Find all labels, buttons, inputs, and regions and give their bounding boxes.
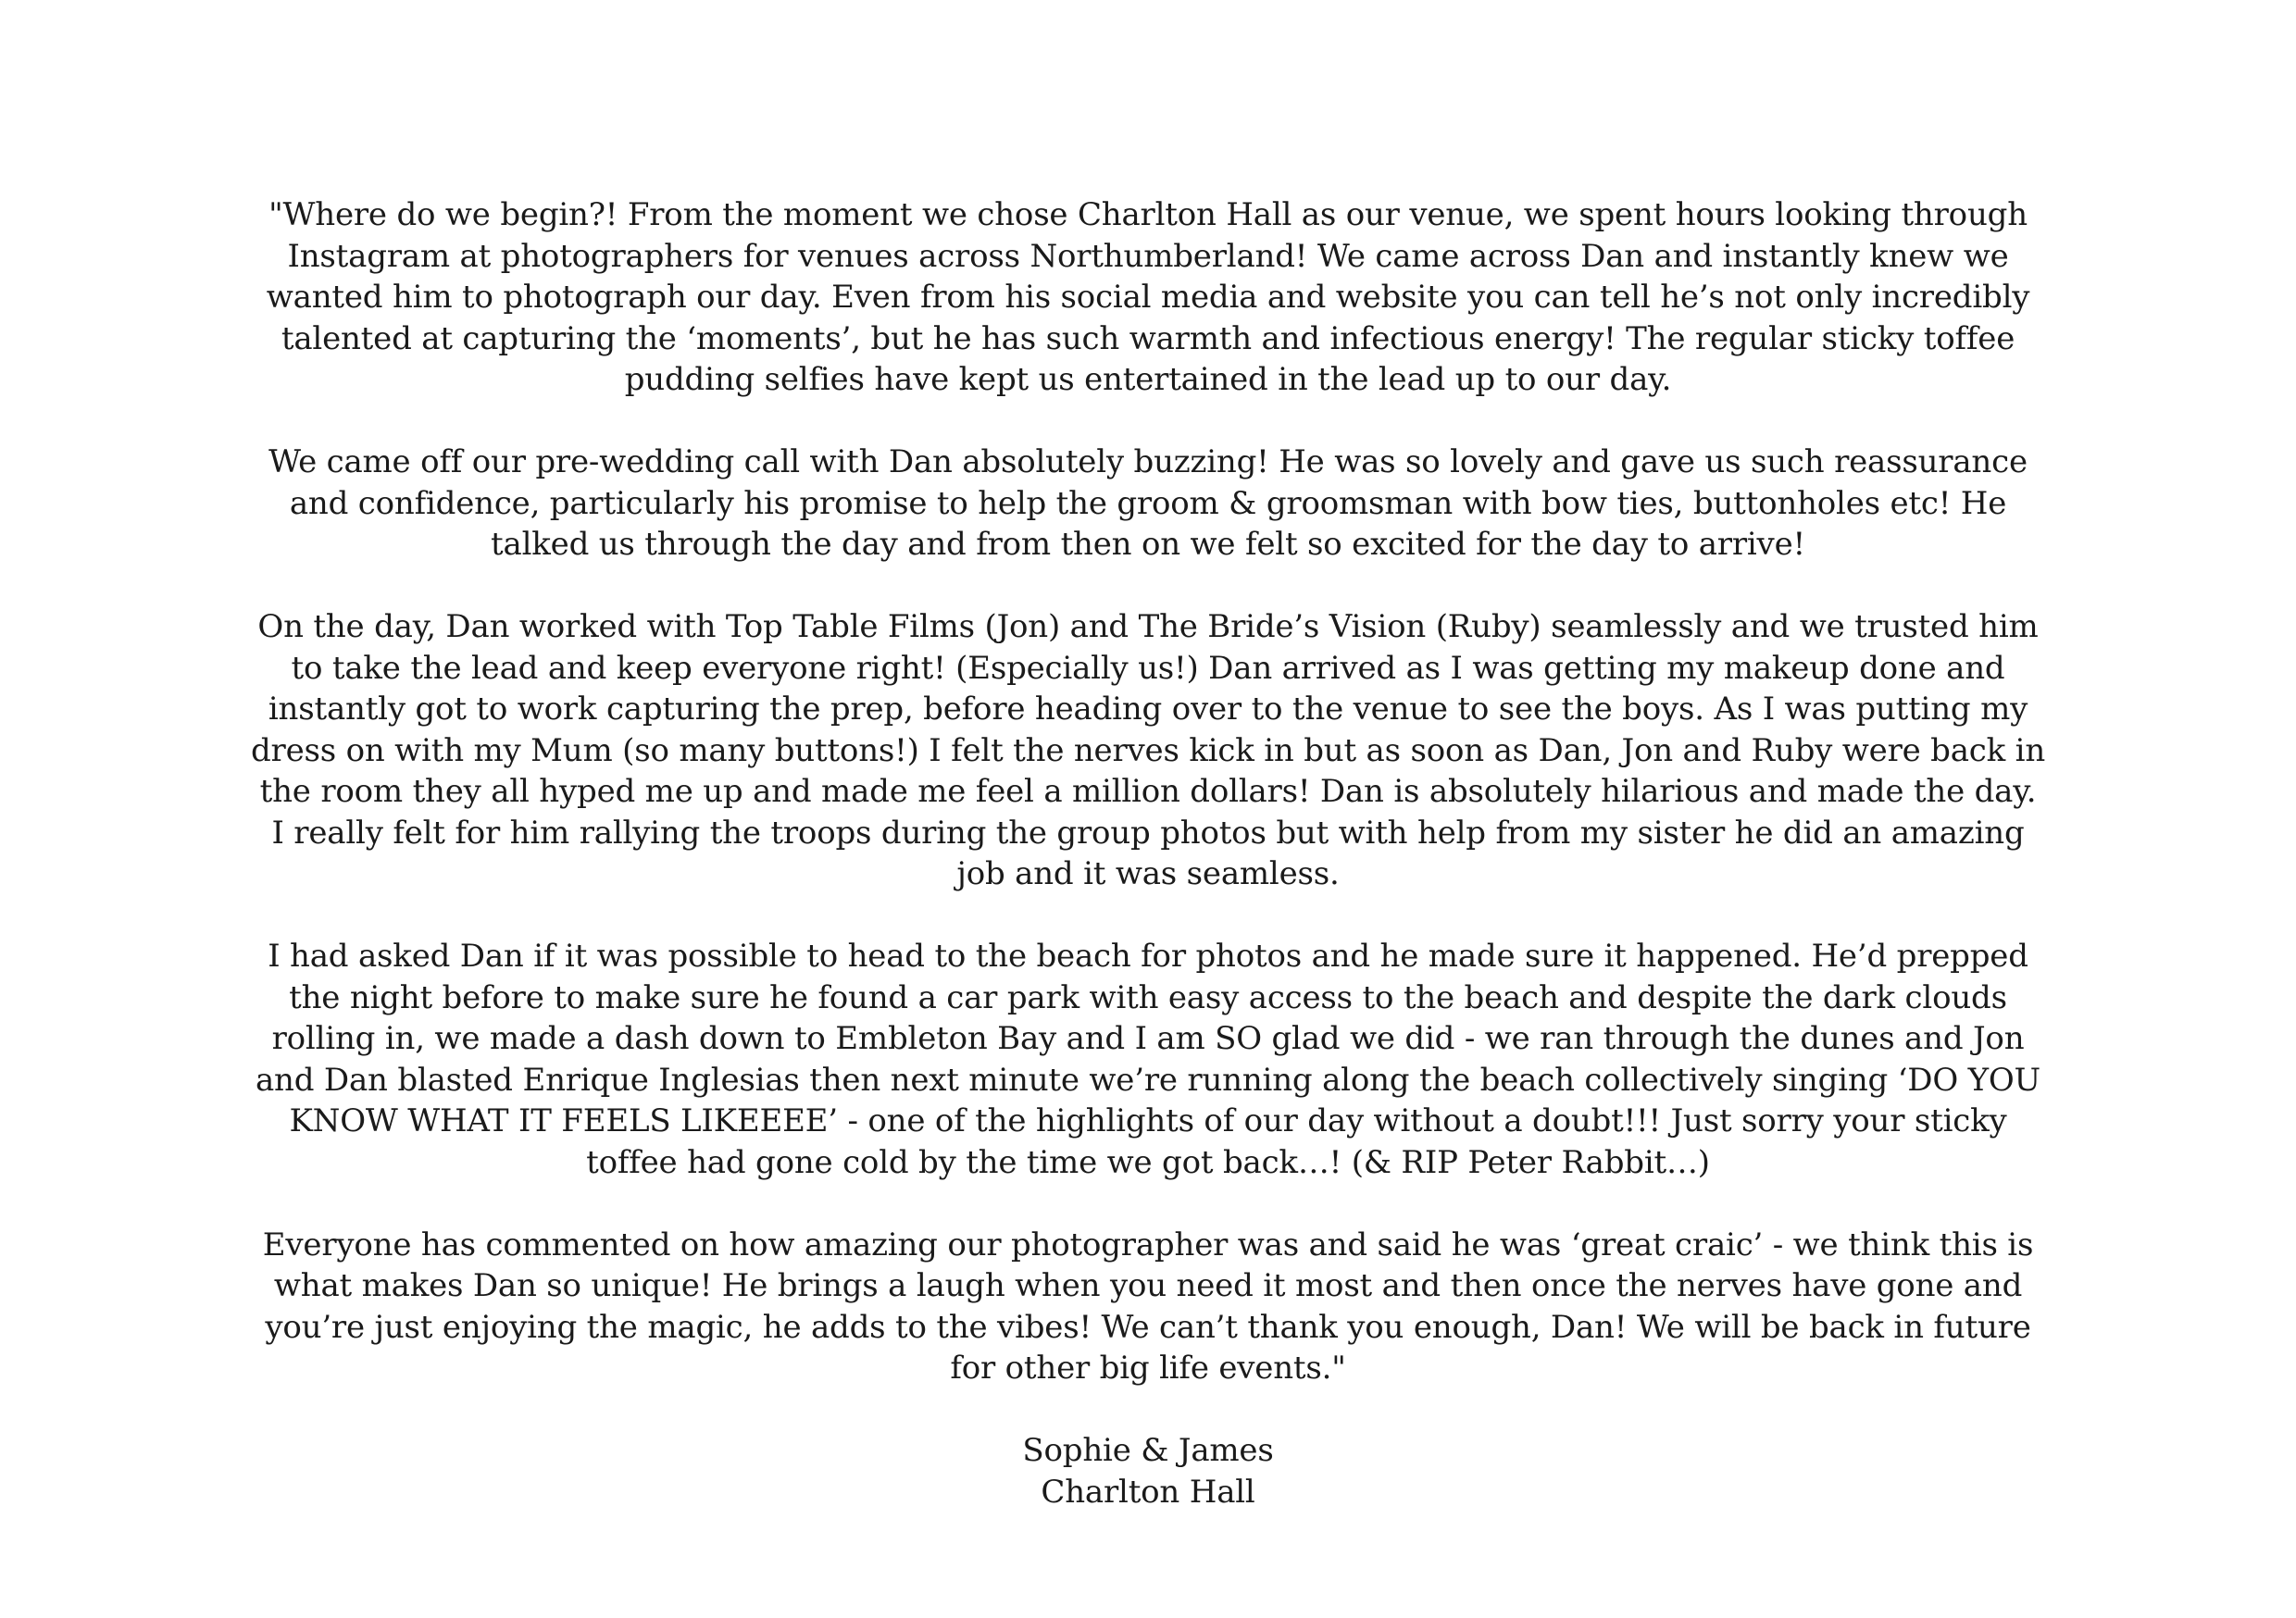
signature-venue: Charlton Hall (1041, 1473, 1255, 1511)
testimonial-paragraph-3: On the day, Dan worked with Top Table Films (Jon) and The Bride’s Vision (Ruby) seamlessly and we trusted him to take the lead and keep everyone right! (Especially us!) Dan arrived as I was getting my makeup done and instantly got to work capturing the prep, before heading over to the venue to see the boys. As I was putting my dress on with my Mum (so many buttons!) I felt the nerves kick in but as soon as Dan, Jon and Ruby were back in the room they all hyped me up and made me feel a million dollars! Dan is absolutely hilarious and made the day. I really felt for him rallying the troops during the group photos but with help from my sister he did an amazing job and it was seamless. (250, 608, 2046, 892)
testimonial-paragraph-2: We came off our pre-wedding call with Dan absolutely buzzing! He was so lovely and gave us such reassurance and confidence, particularly his promise to help the groom & groomsman with bow ties, buttonholes etc! He talked us through the day and from then on we felt so excited for the day to arrive! (268, 443, 2028, 563)
testimonial-text-block (250, 194, 2046, 1512)
testimonial-paragraph-4: I had asked Dan if it was possible to head to the beach for photos and he made sure it happened. He’d prepped the night before to make sure he found a car park with easy access to the beach and despite the dark clouds rolling in, we made a dash down to Embleton Bay and I am SO glad we did - we ran through the dunes and Jon and Dan blasted Enrique Inglesias then next minute we’re running along the beach collectively singing ‘DO YOU KNOW WHAT IT FEELS LIKEEEE’ - one of the highlights of our day without a doubt!!! Just sorry your sticky toffee had gone cold by the time we got back…! (& RIP Peter Rabbit…) (255, 938, 2041, 1181)
signature (250, 1430, 2046, 1512)
testimonial-paragraph-5: Everyone has commented on how amazing our photographer was and said he was ‘great craic’ - we think this is what makes Dan so unique! He brings a laugh when you need it most and then once the nerves have gone and you’re just enjoying the magic, he adds to the vibes! We can’t thank you enough, Dan! We will be back in future for other big life events." (262, 1226, 2034, 1387)
signature-names: Sophie & James (1022, 1432, 1274, 1469)
testimonial-paragraph-1: "Where do we begin?! From the moment we chose Charlton Hall as our venue, we spent hours looking through Instagram at photographers for venues across Northumberland! We came across Dan and instantly knew we wanted him to photograph our day. Even from his social media and website you can tell he’s not only incredibly talented at capturing the ‘moments’, but he has such warmth and infectious energy! The regular sticky toffee pudding selfies have kept us entertained in the lead up to our day. (266, 196, 2030, 398)
